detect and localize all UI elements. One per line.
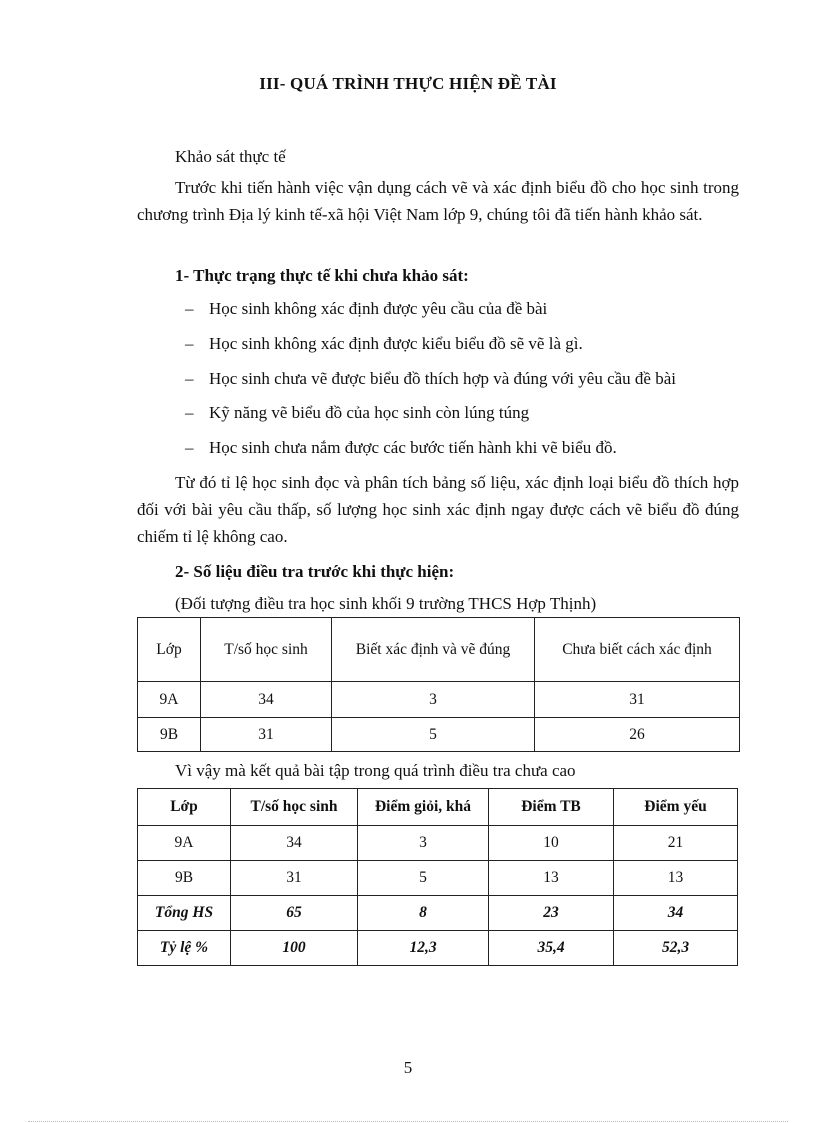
table-cell: 52,3 [614,931,738,966]
column-header: Điểm giỏi, khá [358,789,489,826]
table-row [138,826,738,861]
column-header: T/số học sinh [201,618,332,682]
table-cell: 31 [231,861,358,896]
bullet-dash: – [185,369,194,388]
table-cell: 9B [138,861,231,896]
bullet-item: – Học sinh chưa vẽ được biểu đồ thích hợp và đúng với yêu cầu đề bài [185,369,676,388]
table-row [138,861,738,896]
results-table [137,788,738,966]
table-cell: 23 [489,896,614,931]
table-cell: Tỷ lệ % [138,931,231,966]
bullet-item: – Học sinh chưa nắm được các bước tiến hành khi vẽ biểu đồ. [185,438,617,457]
table-cell: 35,4 [489,931,614,966]
column-header: Chưa biết cách xác định [535,618,740,682]
table-row [138,682,740,718]
table-cell: 12,3 [358,931,489,966]
section2-heading: 2- Số liệu điều tra trước khi thực hiện: [175,562,455,581]
page-bottom-divider [28,1121,788,1122]
bullet-item: – Học sinh không xác định được kiểu biểu đồ sẽ vẽ là gì. [185,334,583,353]
bullet-item: – Kỹ năng vẽ biểu đồ của học sinh còn lúng túng [185,403,530,422]
table-cell: 3 [332,682,535,718]
table-cell: 5 [358,861,489,896]
bullet-dash: – [185,438,194,457]
table-cell: 13 [489,861,614,896]
column-header: Lớp [138,618,201,682]
column-header: Điểm TB [489,789,614,826]
table-cell: 31 [201,718,332,752]
conclusion-paragraph: Từ đó tỉ lệ học sinh đọc và phân tích bảng số liệu, xác định loại biểu đồ thích hợp đối với bài yêu cầu thấp, số lượng học sinh xác định ngay được cách vẽ biểu đồ đúng chiếm tỉ lệ không cao. [137,473,739,546]
section1-heading: 1- Thực trạng thực tế khi chưa khảo sát: [175,266,469,285]
bullet-dash: – [185,403,194,422]
table-cell: 9A [138,682,201,718]
bullet-item: – Học sinh không xác định được yêu cầu của đề bài [185,299,548,318]
page-title: III- QUÁ TRÌNH THỰC HIỆN ĐỀ TÀI [259,74,557,93]
table-cell: 5 [332,718,535,752]
table-cell: 65 [231,896,358,931]
column-header: Điểm yếu [614,789,738,826]
table-cell: 34 [231,826,358,861]
table-cell: 34 [201,682,332,718]
bullet-dash: – [185,299,194,318]
column-header: T/số học sinh [231,789,358,826]
page-number: 5 [403,1058,413,1077]
table-row [138,718,740,752]
survey-table [137,617,740,752]
table-header-row [138,618,740,682]
table-cell: 10 [489,826,614,861]
subject-note: (Đối tượng điều tra học sinh khối 9 trường THCS Hợp Thịnh) [175,594,597,613]
table-cell: 26 [535,718,740,752]
total-row [138,896,738,931]
table-cell: 21 [614,826,738,861]
column-header: Lớp [138,789,231,826]
percent-row [138,931,738,966]
table-cell: 34 [614,896,738,931]
table-cell: 31 [535,682,740,718]
column-header: Biết xác định và vẽ đúng [332,618,535,682]
table-cell: 9A [138,826,231,861]
table-header-row [138,789,738,826]
intro-paragraph: Trước khi tiến hành việc vận dụng cách vẽ và xác định biểu đồ cho học sinh trong chương trình Địa lý kinh tế-xã hội Việt Nam lớp 9, chúng tôi đã tiến hành khảo sát. [137,178,739,224]
table-cell: 13 [614,861,738,896]
table-cell: 9B [138,718,201,752]
table-cell: 100 [231,931,358,966]
results-note: Vì vậy mà kết quả bài tập trong quá trình điều tra chưa cao [175,761,576,780]
bullet-dash: – [185,334,194,353]
table-cell: 8 [358,896,489,931]
table-cell: Tổng HS [138,896,231,931]
table-cell: 3 [358,826,489,861]
survey-label: Khảo sát thực tế [175,147,286,166]
